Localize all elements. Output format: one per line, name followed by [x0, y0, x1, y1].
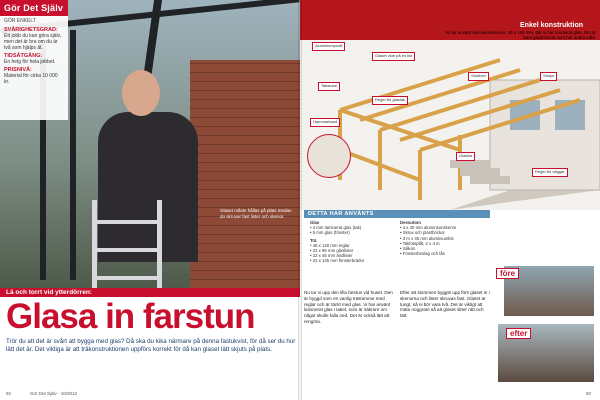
materials-item: Dessutom: [400, 220, 421, 225]
lede-text: Trör du att det är svårt att bygga med glas? Då ska du kika närmare på denna fastukvist, för då ser du hur lätt det är. Det viktiga är att träkonstruktionen uppförs korrekt för då kan glaset lätt skjuts på plats.: [6, 338, 296, 353]
before-tag: före: [496, 268, 519, 279]
detail-zoom-circle: [307, 134, 351, 178]
callout-aluminium: Aluminiumprofil: [312, 42, 345, 51]
materials-item: • 4 mm laminerat glas (tak): [310, 225, 362, 231]
callout-glass-list: Glaset vilar på en list: [372, 52, 415, 61]
callout-header: Hammarband: [310, 118, 340, 127]
materials-col-2: [400, 220, 488, 256]
callout-roof-beam: Regel för glastak: [372, 96, 408, 105]
headline: Glasa in farstun: [6, 297, 255, 336]
body-column-2: Efter att stommen byggts upp förs glaset in i skenorna och lister skruvas fast. Glaset är tungt, så ni bör vara två. Det är viktigt att mäta noggrant så att glaset sitter rätt och tätt.: [400, 290, 490, 319]
brand-label: Gör Det Själv: [0, 0, 68, 16]
page-gutter: [298, 0, 302, 400]
difficulty-text: Ett jobb du kan göra själv, men det är bra om du är två som hjälps åt.: [4, 33, 62, 51]
price-heading: PRISNIVÅ:: [4, 67, 32, 73]
materials-item: • 4 x 40 mm aluminiumskenor: [400, 225, 457, 231]
materials-col-1: [310, 220, 396, 264]
callout-wall-beam: Regel för väggar: [532, 168, 568, 177]
callout-rafters: Takstolar: [318, 82, 340, 91]
brand-subtitle: GÖR ENKELT: [4, 18, 36, 24]
materials-item: • Fönsterbeslag och lås: [400, 251, 445, 257]
materials-box: [304, 210, 490, 290]
page-number-left: 92: [6, 391, 12, 396]
materials-item: • Silikon: [400, 246, 416, 252]
materials-item: • 5 mm glas (fönster): [310, 230, 350, 236]
materials-item: • 45 x 120 mm reglar: [310, 242, 350, 248]
ladder: [92, 200, 162, 288]
info-box: [0, 0, 68, 120]
callout-post: Stolpe: [540, 72, 557, 81]
materials-title: DETTA HAR ANVÄNTS: [304, 210, 490, 218]
time-heading: TIDSÅTGÅNG:: [4, 53, 43, 59]
callout-support: Stödben: [468, 72, 489, 81]
materials-item: • Takfotsplåt, 2 x 4 m: [400, 240, 440, 246]
frame-illustration: [300, 40, 600, 210]
body-column-1: Nu tar vi upp den lilla farstun vid huset. Den är byggd som en vanlig trästomme med reglar och är täckt med glas. Vi har använt laminerat glas i taket, som är säkrare om något skulle falla ned. Det är också lätt att rengöra.: [304, 290, 393, 324]
folio-brand: Gör Det Själv · 10/2012: [30, 391, 78, 396]
brick-wall: [190, 60, 300, 288]
materials-item: • 22 x 45 mm ändlister: [310, 253, 353, 259]
materials-item: Trä: [310, 237, 317, 243]
man-head: [122, 70, 160, 116]
difficulty-heading: SVÅRIGHETSGRAD:: [4, 27, 58, 33]
photo-caption: Glaset måste hållas på plats medan du skruvar fast lister och skenor.: [220, 208, 292, 219]
materials-item: • Skruv och plastbrickor: [400, 230, 445, 236]
callout-glass-strip: Glaslist: [456, 152, 475, 161]
section-title: Enkel konstruktion: [520, 22, 584, 29]
materials-item: • 22 x 95 mm glaslister: [310, 248, 354, 254]
page-number-right: 93: [586, 391, 592, 396]
section-subtitle: Vi har använt aluminiumskenor, 45 x 120 mm, där vi har monterat glas. Det är bara glaslistorna som har andra mått.: [445, 30, 596, 40]
glass-frame-post-mid: [70, 30, 76, 280]
materials-item: Glas: [310, 220, 320, 225]
time-text: En helg för hela jobbet.: [4, 59, 56, 65]
materials-item: • 3 m x 45 mm aluminiumlist: [400, 235, 454, 241]
materials-item: • 22 x 145 mm fönsterbrädor: [310, 258, 365, 264]
after-tag: efter: [506, 328, 531, 339]
section-bar: Lä och torrt vid ytterdörren:: [0, 288, 300, 297]
price-text: Material för cirka 10 000 kr.: [4, 73, 58, 85]
construction-diagram: [300, 40, 600, 210]
